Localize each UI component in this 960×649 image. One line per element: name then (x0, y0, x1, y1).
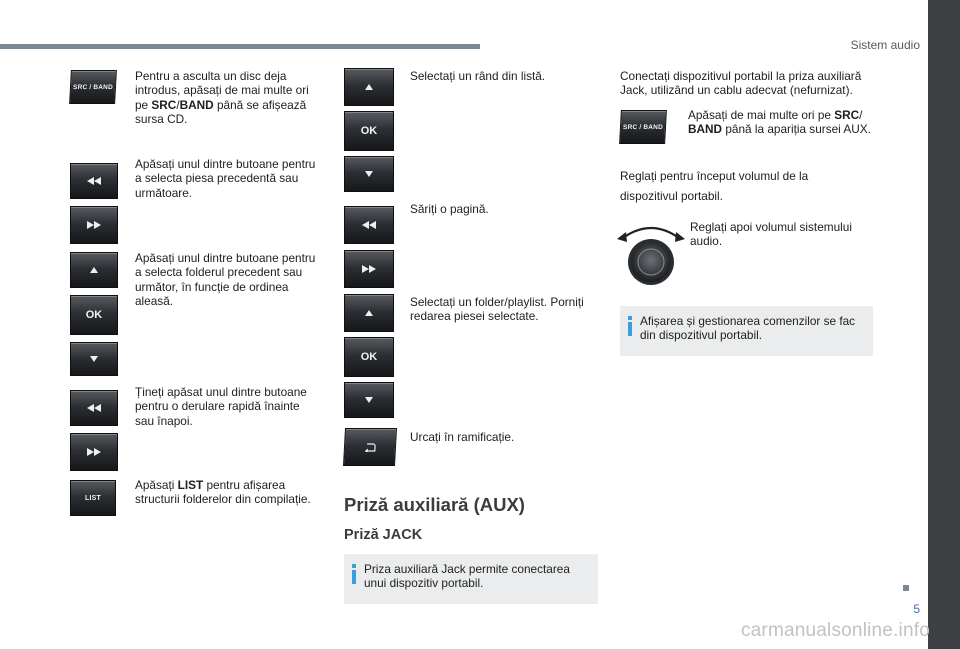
col2-paragraph-3: Selectați un folder/playlist. Porniți redarea piesei selectate. (410, 295, 584, 324)
return-arrow-icon (364, 443, 375, 452)
continue-marker (903, 585, 909, 591)
fast-forward-button (70, 433, 118, 471)
ok-button: OK (70, 295, 118, 335)
up-button (344, 294, 394, 332)
list-button: LIST (70, 480, 116, 516)
info-icon (352, 564, 356, 584)
double-chevron-right-icon (87, 448, 101, 456)
col1-paragraph-4: Țineți apăsat unul dintre butoane pentru o derulare rapidă înainte sau înapoi. (135, 385, 307, 428)
heading-jack: Priză JACK (344, 527, 423, 543)
ok-button: OK (344, 337, 394, 377)
col3-paragraph-1: Conectați dispozitivul portabil la priza auxiliară Jack, utilizând un cablu adecvat (nefurnizat). (620, 69, 862, 98)
double-chevron-left-icon (87, 177, 101, 185)
up-button (344, 68, 394, 106)
up-button (70, 252, 118, 288)
ok-button: OK (344, 111, 394, 151)
down-button (70, 342, 118, 376)
prev-button (70, 163, 118, 199)
page-up-button (344, 206, 394, 244)
rewind-button (70, 390, 118, 426)
triangle-up-icon (365, 84, 373, 90)
double-chevron-left-icon (362, 221, 376, 229)
col3-paragraph-2: Apăsați de mai multe ori pe SRC/ BAND până la apariția sursei AUX. (688, 108, 871, 137)
back-button (343, 428, 397, 466)
double-chevron-right-icon (362, 265, 376, 273)
volume-knob-icon (615, 222, 687, 288)
double-chevron-right-icon (87, 221, 101, 229)
info-note: Afișarea și gestionarea comenzilor se fac din dispozitivul portabil. (620, 306, 873, 356)
col1-paragraph-5: Apăsați LIST pentru afișarea structurii folderelor din compilație. (135, 478, 311, 507)
col3-paragraph-4: Reglați apoi volumul sistemului audio. (690, 220, 852, 249)
triangle-up-icon (365, 310, 373, 316)
col1-paragraph-2: Apăsați unul dintre butoane pentru a selecta piesa precedentă sau următoare. (135, 157, 316, 200)
heading-aux: Priză auxiliară (AUX) (344, 494, 525, 515)
down-button (344, 156, 394, 192)
triangle-down-icon (90, 356, 98, 362)
double-chevron-left-icon (87, 404, 101, 412)
col1-paragraph-1: Pentru a asculta un disc deja introdus, apăsați de mai multe ori pe SRC/BAND până se afișează sursa CD. (135, 69, 309, 126)
col1-paragraph-3: Apăsați unul dintre butoane pentru a selecta folderul precedent sau următor, în funcție de ordinea aleasă. (135, 251, 316, 308)
triangle-down-icon (365, 397, 373, 403)
col2-paragraph-2: Săriți o pagină. (410, 202, 489, 216)
triangle-down-icon (365, 171, 373, 177)
col3-paragraph-3: Reglați pentru început volumul de la dispozitivul portabil. (620, 169, 809, 203)
header-rule (0, 44, 480, 49)
src-band-button: SRC / BAND (619, 110, 667, 144)
col2-paragraph-4: Urcați în ramificație. (410, 430, 515, 444)
info-note: Priza auxiliară Jack permite conectarea unui dispozitiv portabil. (344, 554, 598, 604)
next-button (70, 206, 118, 244)
page-down-button (344, 250, 394, 288)
info-icon (628, 316, 632, 336)
page-number: 5 (913, 602, 920, 616)
col2-paragraph-1: Selectați un rând din listă. (410, 69, 546, 83)
section-title: Sistem audio (850, 38, 920, 52)
src-band-button: SRC / BAND (69, 70, 117, 104)
down-button (344, 382, 394, 418)
watermark: carmanualsonline.info (740, 620, 930, 641)
side-bar (928, 0, 960, 649)
triangle-up-icon (90, 267, 98, 273)
